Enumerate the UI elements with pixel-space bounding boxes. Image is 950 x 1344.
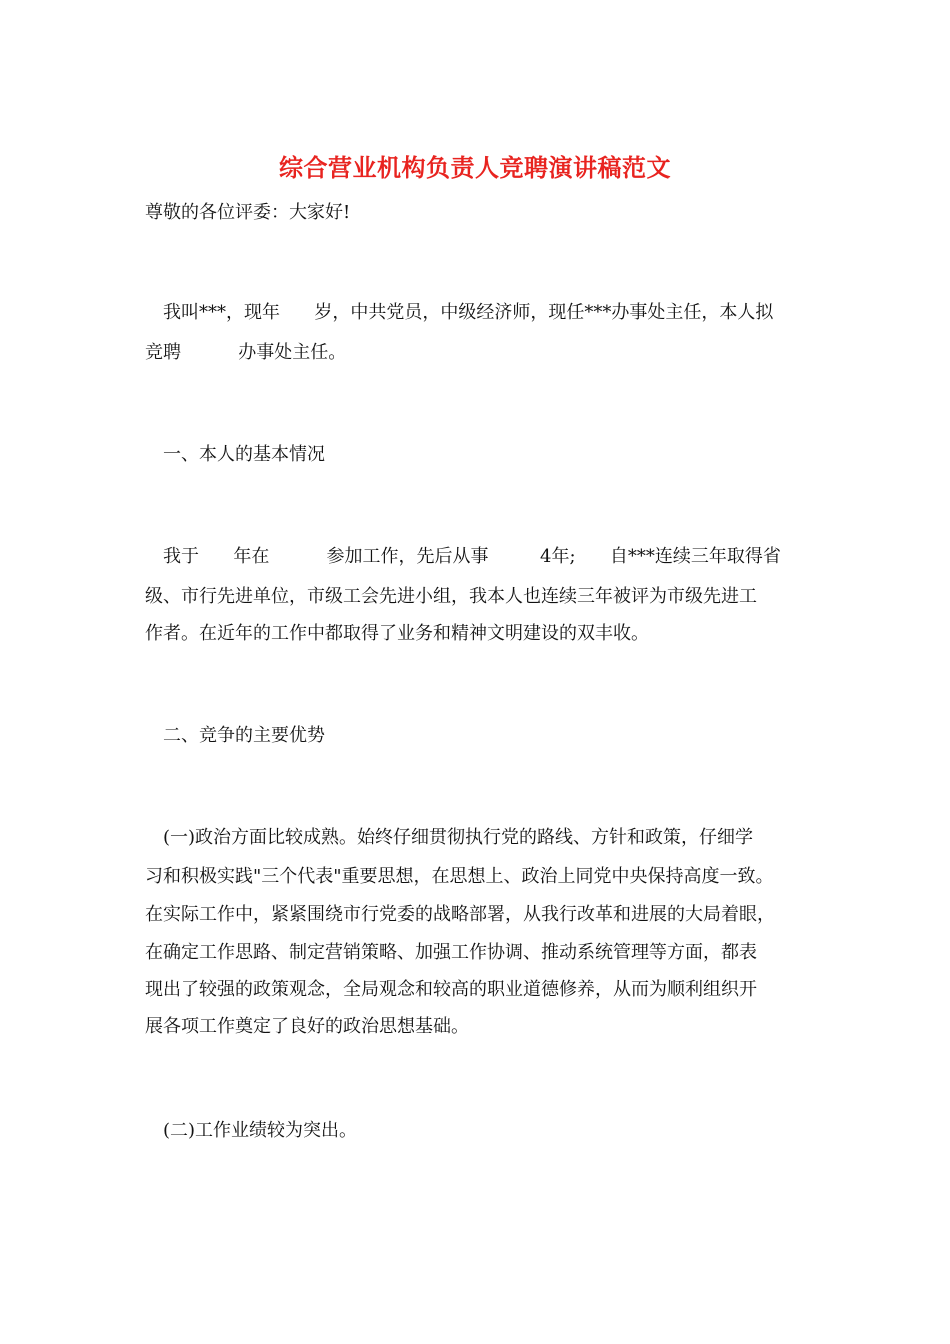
intro-line-1: 我叫***，现年 岁，中共党员，中级经济师，现任***办事处主任，本人拟 [163, 302, 774, 323]
section-1-heading: 一、本人的基本情况 [163, 444, 325, 465]
section-2-item-1-line-1: (一)政治方面比较成熟。始终仔细贯彻执行党的路线、方针和政策，仔细学 [163, 827, 754, 848]
document-title: 综合营业机构负责人竞聘演讲稿范文 [279, 153, 671, 182]
section-2-item-1-line-5: 现出了较强的政策观念，全局观念和较高的职业道德修养，从而为顺利组织开 [145, 979, 757, 1000]
section-1-line-1: 我于 年在 参加工作，先后从事 4年; 自***连续三年取得省 [163, 546, 781, 567]
section-2-heading: 二、竞争的主要优势 [163, 725, 325, 746]
section-2-item-1-line-4: 在确定工作思路、制定营销策略、加强工作协调、推动系统管理等方面，都表 [145, 942, 757, 963]
section-2-item-1-line-3: 在实际工作中，紧紧围绕市行党委的战略部署，从我行改革和进展的大局着眼， [145, 904, 775, 925]
section-2-item-1-line-2: 习和积极实践"三个代表"重要思想，在思想上、政治上同党中央保持高度一致。 [145, 866, 774, 887]
section-2-item-2: (二)工作业绩较为突出。 [163, 1120, 358, 1141]
greeting: 尊敬的各位评委：大家好! [145, 202, 351, 223]
section-1-line-3: 作者。在近年的工作中都取得了业务和精神文明建设的双丰收。 [145, 623, 649, 644]
intro-line-2: 竞聘 办事处主任。 [145, 342, 347, 363]
section-2-item-1-line-6: 展各项工作奠定了良好的政治思想基础。 [145, 1016, 469, 1037]
section-1-line-2: 级、市行先进单位，市级工会先进小组，我本人也连续三年被评为市级先进工 [145, 586, 757, 607]
